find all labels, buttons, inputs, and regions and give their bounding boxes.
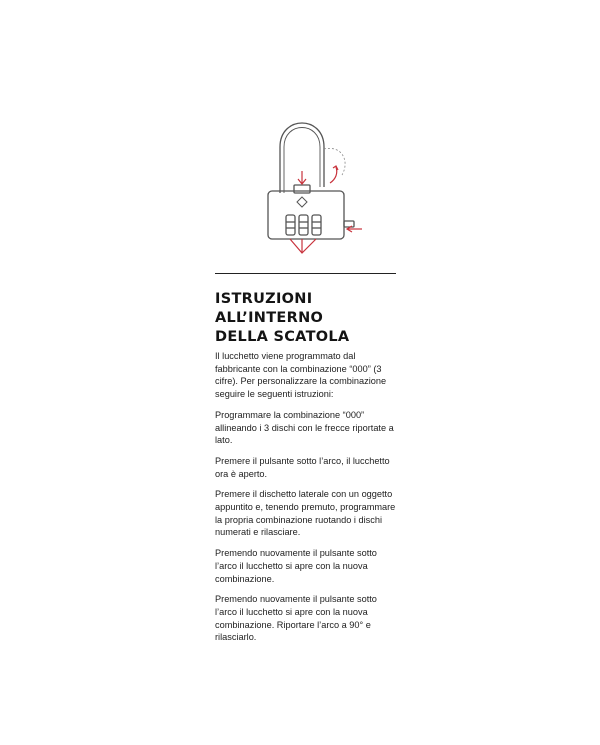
instruction-paragraph: Premere il dischetto laterale con un oggetto appuntito e, tenendo premuto, programmare la propria combinazione ruotando i dischi numerati e rilasciare. [215, 489, 396, 538]
heading-line: DELLA SCATOLA [215, 329, 350, 345]
section-divider [215, 273, 396, 274]
dial-icon [286, 215, 295, 235]
dial-icon [312, 215, 321, 235]
dial-icon [299, 215, 308, 235]
instruction-paragraph: Premendo nuovamente il pulsante sotto l’arco il lucchetto si apre con la nuova combinazione. Riportare l’arco a 90° e rilasciarlo. [215, 594, 377, 643]
instructions-body [215, 350, 400, 652]
tsa-logo-icon [297, 197, 307, 207]
instruction-paragraph: Premendo nuovamente il pulsante sotto l’arco il lucchetto si apre con la nuova combinazione. [215, 548, 377, 584]
section-heading [215, 290, 405, 347]
instruction-paragraph: Premere il pulsante sotto l’arco, il lucchetto ora è aperto. [215, 455, 390, 479]
heading-line: ALL’INTERNO [215, 310, 324, 326]
instruction-paragraph: Programmare la combinazione “000” allineando i 3 dischi con le frecce riportate a lato. [215, 409, 394, 446]
instruction-paragraph: Il lucchetto viene programmato dal fabbricante con la combinazione “000” (3 cifre). Per personalizzare la combinazione seguire le seguenti istruzioni: [215, 351, 387, 400]
side-reset-button-icon [344, 221, 354, 227]
heading-line: ISTRUZIONI [215, 291, 313, 307]
padlock-illustration [250, 105, 370, 265]
